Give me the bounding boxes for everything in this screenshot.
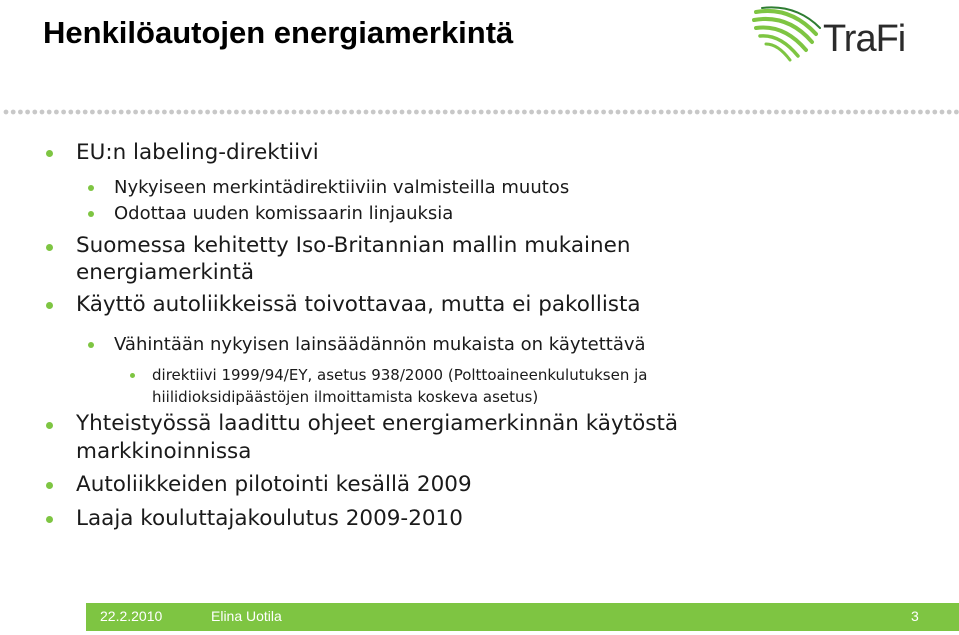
bullet-icon	[46, 150, 53, 157]
bullet-icon	[46, 302, 53, 309]
list-item-text: Käyttö autoliikkeissä toivottavaa, mutta ei pakollista	[76, 292, 641, 317]
bullet-icon	[46, 516, 53, 523]
list-item	[76, 232, 631, 286]
list-item	[76, 292, 641, 317]
footer-date: 22.2.2010	[100, 608, 163, 624]
list-item-text: Suomessa kehitetty Iso-Britannian mallin mukainen	[76, 233, 631, 258]
list-item-text: Odottaa uuden komissaarin linjauksia	[114, 203, 454, 224]
list-item-text: Vähintään nykyisen lainsäädännön mukaista on käytettävä	[114, 334, 646, 355]
footer-author: Elina Uotila	[211, 608, 282, 624]
list-item-text: Nykyiseen merkintädirektiiviin valmisteilla muutos	[114, 177, 570, 198]
bullet-icon	[46, 422, 53, 429]
bullet-icon	[88, 211, 94, 217]
bullet-icon	[88, 185, 94, 191]
list-item-text: Autoliikkeiden pilotointi kesällä 2009	[76, 472, 472, 497]
list-item	[114, 177, 569, 198]
slide-title: Henkilöautojen energiamerkintä	[43, 15, 514, 50]
list-item-text: EU:n labeling-direktiivi	[76, 140, 319, 165]
list-item-text: Yhteistyössä laadittu ohjeet energiamerkinnän käytöstä	[76, 411, 679, 436]
list-item-text: hiilidioksidipäästöjen ilmoittamista koskeva asetus)	[152, 388, 539, 406]
list-item-text: energiamerkintä	[76, 260, 255, 285]
footer-left-gap	[0, 603, 86, 631]
bullet-icon	[46, 244, 53, 251]
trafi-logo-text: TraFi	[823, 18, 906, 60]
bullet-icon	[130, 373, 135, 378]
list-item	[76, 410, 678, 466]
list-item-text: direktiivi 1999/94/EY, asetus 938/2000 (Polttoaineenkulutuksen ja	[152, 366, 648, 384]
bullet-icon	[88, 342, 94, 348]
footer-bar	[0, 603, 959, 631]
page-number: 3	[911, 608, 919, 624]
list-item	[114, 334, 646, 355]
list-item	[76, 472, 472, 497]
list-item	[76, 506, 463, 531]
list-item-text: markkinoinnissa	[76, 439, 252, 464]
list-item	[76, 140, 319, 165]
list-item-text: Laaja kouluttajakoulutus 2009-2010	[76, 506, 463, 531]
bullet-icon	[46, 482, 53, 489]
list-item	[114, 203, 453, 224]
list-item	[152, 364, 647, 408]
